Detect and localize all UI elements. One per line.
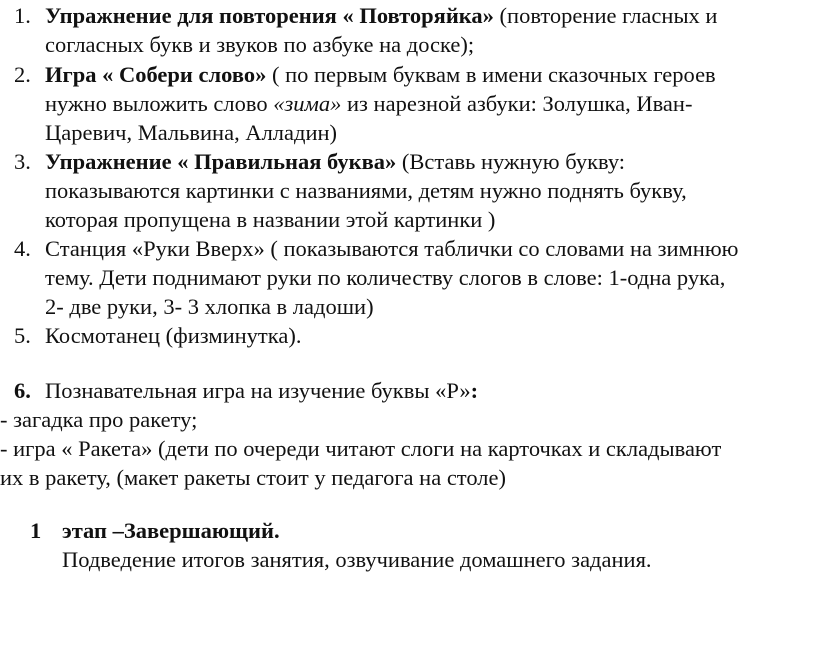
section-number: 6. bbox=[14, 378, 31, 403]
stage-text: Подведение итогов занятия, озвучивание домашнего задания. bbox=[62, 547, 652, 572]
list-line: тему. Дети поднимают руки по количеству слогов в слове: 1-одна рука, bbox=[45, 265, 726, 290]
list-line: 2- две руки, 3- 3 хлопка в ладоши) bbox=[45, 294, 374, 319]
item-text: нужно выложить слово bbox=[45, 91, 274, 116]
item-text: из нарезной азбуки: Золушка, Иван- bbox=[341, 91, 693, 116]
item-title: Упражнение для повторения « Повторяйка» bbox=[45, 3, 494, 28]
list-line bbox=[45, 60, 716, 89]
list-line: Космотанец (физминутка). bbox=[45, 323, 302, 348]
item-title: Игра « Собери слово» bbox=[45, 62, 267, 87]
item-text-rest: ( по первым буквам в имени сказочных героев bbox=[266, 62, 716, 87]
italic-word: «зима» bbox=[273, 91, 342, 116]
section-heading-colon: : bbox=[470, 378, 479, 403]
list-number: 5. bbox=[14, 323, 31, 348]
list-line bbox=[45, 1, 717, 30]
list-line: показываются картинки с названиями, детям нужно поднять букву, bbox=[45, 178, 687, 203]
item-text-rest: (повторение гласных и bbox=[493, 3, 718, 28]
list-line: согласных букв и звуков по азбуке на доске); bbox=[45, 32, 475, 57]
list-number: 1. bbox=[14, 3, 31, 28]
item-text-rest: (Вставь нужную букву: bbox=[396, 149, 626, 174]
list-line: Станция «Руки Вверх» ( показываются таблички со словами на зимнюю bbox=[45, 236, 739, 261]
bullet-line: - загадка про ракету; bbox=[0, 407, 198, 432]
list-number: 2. bbox=[14, 62, 31, 87]
item-title: Упражнение « Правильная буква» bbox=[45, 149, 397, 174]
section-heading-text: Познавательная игра на изучение буквы «Р» bbox=[45, 378, 471, 403]
section-heading bbox=[45, 376, 478, 405]
list-line bbox=[45, 89, 692, 118]
list-line: которая пропущена в названии этой картинки ) bbox=[45, 207, 496, 232]
list-number: 3. bbox=[14, 149, 31, 174]
bullet-line: их в ракету, (макет ракеты стоит у педагога на столе) bbox=[0, 465, 506, 490]
stage-number: 1 bbox=[30, 518, 42, 543]
stage-title: этап –Завершающий. bbox=[62, 518, 280, 543]
list-line bbox=[45, 147, 625, 176]
list-line: Царевич, Мальвина, Алладин) bbox=[45, 120, 338, 145]
bullet-line: - игра « Ракета» (дети по очереди читают слоги на карточках и складывают bbox=[0, 436, 722, 461]
list-number: 4. bbox=[14, 236, 31, 261]
